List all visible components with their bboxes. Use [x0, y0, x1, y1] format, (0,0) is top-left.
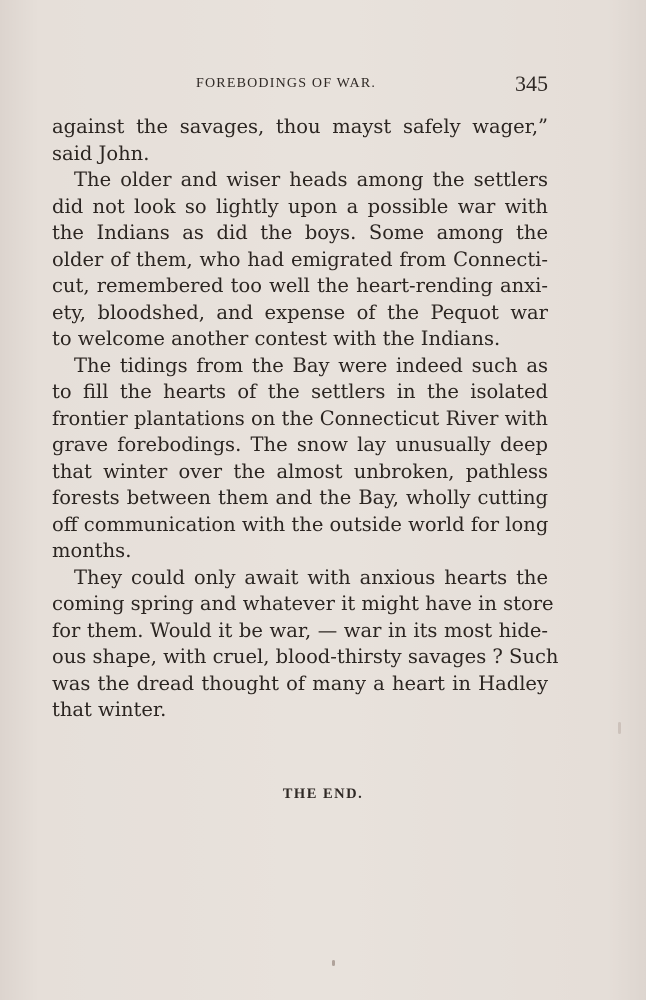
- text-line: for them. Would it be war, — war in its most hide-: [52, 618, 548, 642]
- running-head: [52, 71, 548, 100]
- text-line: The older and wiser heads among the settlers: [74, 168, 548, 191]
- the-end-mark: THE END.: [282, 786, 364, 802]
- text-line: that winter.: [52, 698, 167, 721]
- text-line: the Indians as did the boys. Some among the: [52, 221, 548, 244]
- text-line: forests between them and the Bay, wholly cutting: [52, 486, 548, 509]
- running-title: FOREBODINGS OF WAR.: [196, 76, 377, 91]
- text-line: did not look so lightly upon a possible war with: [52, 194, 548, 218]
- text-line: The tidings from the Bay were indeed such as: [74, 353, 548, 377]
- paper-speck: [618, 722, 621, 734]
- text-line: frontier plantations on the Connecticut River with: [52, 406, 548, 430]
- text-line: to welcome another contest with the Indians.: [52, 327, 501, 350]
- text-line: months.: [52, 539, 132, 562]
- text-line: against the savages, thou mayst safely wager,”: [52, 115, 548, 138]
- text-line: said John.: [52, 141, 150, 165]
- page-number: 345: [515, 71, 548, 96]
- text-line: off communication with the outside world for long: [52, 512, 549, 536]
- text-line: was the dread thought of many a heart in Hadley: [52, 671, 548, 695]
- text-line: grave forebodings. The snow lay unusually deep: [52, 433, 548, 456]
- text-line: ety, bloodshed, and expense of the Pequot war: [52, 300, 548, 324]
- text-line: to fill the hearts of the settlers in the isolated: [52, 380, 548, 403]
- text-line: They could only await with anxious hearts the: [74, 565, 548, 589]
- text-line: older of them, who had emigrated from Connecti-: [52, 247, 548, 271]
- text-line: cut, remembered too well the heart-rending anxi-: [52, 274, 548, 297]
- text-line: coming spring and whatever it might have in store: [52, 592, 554, 615]
- body-text: [52, 114, 559, 724]
- text-line: that winter over the almost unbroken, pathless: [52, 459, 548, 483]
- paper-speck: [332, 960, 335, 966]
- text-line: ous shape, with cruel, blood-thirsty savages ? Such: [52, 645, 559, 668]
